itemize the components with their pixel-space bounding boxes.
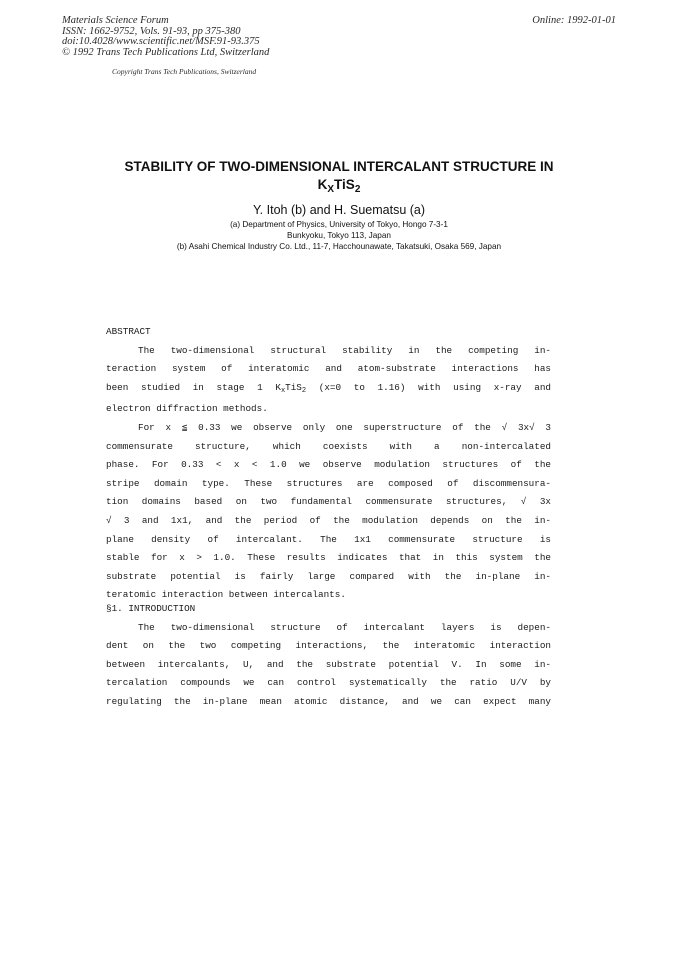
- abstract-line: tion domains based on two fundamental commensurate structures, √ 3x: [106, 496, 551, 508]
- abstract-line: teratomic interaction between intercalants.: [106, 589, 346, 601]
- abstract-line: electron diffraction methods.: [106, 403, 268, 415]
- intro-line: regulating the in-plane mean atomic distance, and we can expect many: [106, 695, 551, 707]
- intro-line: between intercalants, U, and the substrate potential V. In some in-: [106, 658, 551, 670]
- abstract-line: phase. For 0.33 < x < 1.0 we observe modulation structures of the: [106, 459, 551, 471]
- copyright-line: © 1992 Trans Tech Publications Ltd, Switzerland: [62, 46, 270, 58]
- abstract-line: substrate potential is fairly large compared with the in-plane in-: [106, 570, 551, 582]
- intro-heading: §1. INTRODUCTION: [106, 603, 196, 614]
- title-formula: $K_XTiS_2$: [317, 177, 361, 195]
- intro-line: dent on the two competing interactions, the interatomic interaction: [106, 640, 551, 652]
- abstract-line: stable for x > 1.0. These results indicates that in this system the: [106, 552, 551, 564]
- abstract-line: teraction system of interatomic and atom-substrate interactions has: [106, 363, 551, 375]
- journal-name: Materials Science Forum: [62, 15, 169, 26]
- abstract-line: been studied in stage 1 $K_xTiS_2$ (x=0 to 1.16) with using x-ray and: [106, 381, 551, 395]
- affiliation-a-1: (a) Department of Physics, University of Tokyo, Hongo 7-3-1: [230, 220, 448, 229]
- authors: Y. Itoh (b) and H. Suematsu (a): [252, 203, 426, 217]
- abstract-line: √ 3 and 1x1, and the period of the modulation depends on the in-: [106, 514, 551, 526]
- online-date: Online: 1992-01-01: [532, 15, 616, 26]
- abstract-line: For x ≦ 0.33 we observe only one superstructure of the √ 3x√ 3: [138, 421, 551, 433]
- intro-line: tercalation compounds we can control systematically the ratio U/V by: [106, 677, 551, 689]
- abstract-heading: ABSTRACT: [106, 326, 151, 337]
- affiliations: [0, 220, 678, 252]
- abstract-line: commensurate structure, which coexists with a non-intercalated: [106, 440, 551, 452]
- paper-title: [0, 158, 678, 199]
- copyright-small: Copyright Trans Tech Publications, Switzerland: [112, 67, 257, 76]
- introduction-section: [106, 600, 551, 712]
- abstract-line: The two-dimensional structural stability in the competing in-: [138, 344, 551, 356]
- doi-line[interactable]: doi:10.4028/www.scientific.net/MSF.91-93.375: [62, 36, 260, 47]
- journal-header: [62, 16, 269, 58]
- title-line-1: STABILITY OF TWO-DIMENSIONAL INTERCALANT STRUCTURE IN: [124, 159, 554, 174]
- issn-line: ISSN: 1662-9752, Vols. 91-93, pp 375-380: [62, 25, 241, 37]
- intro-line: The two-dimensional structure of intercalant layers is depen-: [138, 621, 551, 633]
- abstract-line: stripe domain type. These structures are composed of discommensura-: [106, 477, 551, 489]
- affiliation-a-2: Bunkyoku, Tokyo 113, Japan: [287, 230, 391, 240]
- affiliation-b: (b) Asahi Chemical Industry Co. Ltd., 11-7, Hacchounawate, Takatsuki, Osaka 569, Japan: [176, 241, 502, 251]
- abstract-line: plane density of intercalant. The 1x1 commensurate structure is: [106, 533, 551, 545]
- abstract-section: [106, 323, 551, 605]
